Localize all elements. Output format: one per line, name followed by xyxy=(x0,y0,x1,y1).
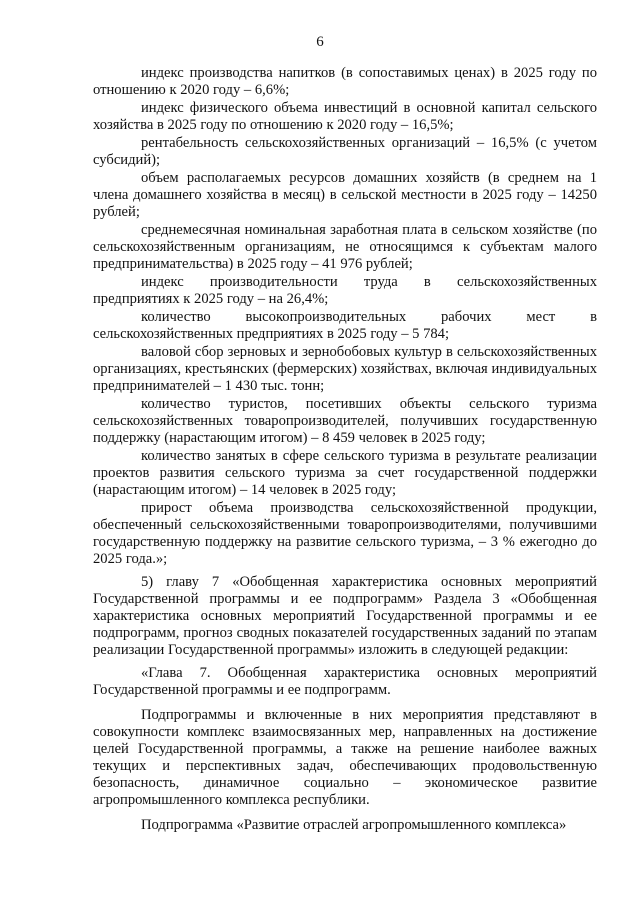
paragraph-tourism-employment: количество занятых в сфере сельского туризма в результате реализации проектов развития сельского туризма за счет государственной поддержки (нарастающим итогом) – 14 человек в 2025 году; xyxy=(93,448,597,498)
document-body xyxy=(93,65,597,834)
paragraph-tourists: количество туристов, посетивших объекты сельского туризма сельскохозяйственных товаропроизводителей, получивших государственную поддержку (нарастающим итогом) – 8 459 человек в 2025 году; xyxy=(93,396,597,446)
paragraph-chapter-amendment: 5) главу 7 «Обобщенная характеристика основных мероприятий Государственной программы и ее подпрограмм» Раздела 3 «Обобщенная характеристика основных мероприятий Государственной программы и ее подпрограмм, прогноз сводных показателей государственных заданий по этапам реализации Государственной программы» изложить в следующей редакции: xyxy=(93,574,597,658)
paragraph-household-resources: объем располагаемых ресурсов домашних хозяйств (в среднем на 1 члена домашнего хозяйства в месяц) в сельской местности в 2025 году – 14250 рублей; xyxy=(93,170,597,220)
paragraph-subprograms: Подпрограммы и включенные в них мероприятия представляют в совокупности комплекс взаимосвязанных мер, направленных на достижение целей Государственной программы, а также на решение наиболее важных текущих и перспективных задач, обеспечивающих продовольственную безопасность, динамичное социально – экономическое развитие агропромышленного комплекса республики. xyxy=(93,707,597,808)
paragraph-profitability: рентабельность сельскохозяйственных организаций – 16,5% (с учетом субсидий); xyxy=(93,135,597,168)
paragraph-productivity-index: индекс производительности труда в сельскохозяйственных предприятиях к 2025 году – на 26,4%; xyxy=(93,274,597,307)
paragraph-investment-index: индекс физического объема инвестиций в основной капитал сельского хозяйства в 2025 году по отношению к 2020 году – 16,5%; xyxy=(93,100,597,133)
paragraph-beverage-index: индекс производства напитков (в сопоставимых ценах) в 2025 году по отношению к 2020 году – 6,6%; xyxy=(93,65,597,98)
paragraph-grain-harvest: валовой сбор зерновых и зернобобовых культур в сельскохозяйственных организациях, крестьянских (фермерских) хозяйствах, включая индивидуальных предпринимателей – 1 430 тыс. тонн; xyxy=(93,344,597,394)
paragraph-jobs: количество высокопроизводительных рабочих мест в сельскохозяйственных предприятиях в 2025 году – 5 784; xyxy=(93,309,597,342)
paragraph-subprogram-heading: Подпрограмма «Развитие отраслей агропромышленного комплекса» xyxy=(141,817,567,833)
paragraph-average-salary: среднемесячная номинальная заработная плата в сельском хозяйстве (по сельскохозяйственным организациям, не относящимся к субъектам малого предпринимательства) в 2025 году – 41 976 рублей; xyxy=(93,222,597,272)
paragraph-chapter-title: «Глава 7. Обобщенная характеристика основных мероприятий Государственной программы и ее подпрограмм. xyxy=(93,665,597,698)
paragraph-production-growth: прирост объема производства сельскохозяйственной продукции, обеспеченный сельскохозяйственными товаропроизводителями, получившими государственную поддержку на развитие сельского туризма, – 3 % ежегодно до 2025 года.»; xyxy=(93,500,597,567)
page-number: 6 xyxy=(316,34,324,50)
